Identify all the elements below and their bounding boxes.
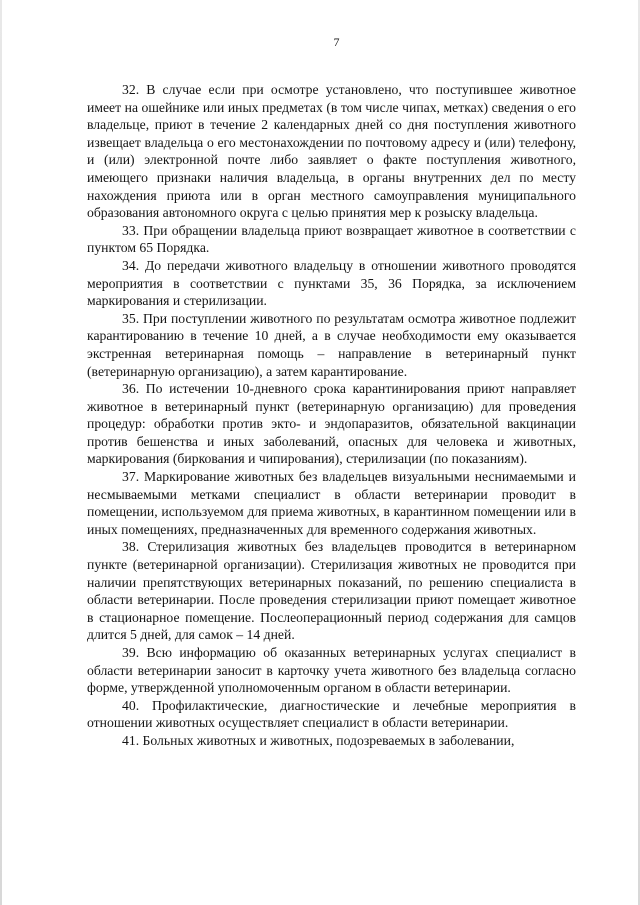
page-number: 7 [333, 35, 340, 49]
paragraph-39: 39. Всю информацию об оказанных ветеринарных услугах специалист в области ветеринарии заносит в карточку учета животного без владельца согласно форме, утвержденной уполномоченным органом в области ветеринарии. [87, 645, 576, 696]
scan-edge-left [0, 0, 2, 905]
paragraph-34: 34. До передачи животного владельцу в отношении животного проводятся мероприятия в соответствии с пунктами 35, 36 Порядка, за исключением маркирования и стерилизации. [87, 257, 576, 309]
paragraph-33: 33. При обращении владельца приют возвращает животное в соответствии с пунктом 65 Порядка. [87, 222, 576, 256]
paragraph-38: 38. Стерилизация животных без владельцев проводится в ветеринарном пункте (ветеринарной организации). Стерилизация животных не проводится при наличии препятствующих ветеринарных показаний, по решению специалиста в области ветеринарии. После проведения стерилизации приют помещает животное в стационарное помещение. Послеоперационный период содержания для самцов длится 5 дней, для самок – 14 дней. [87, 539, 576, 643]
paragraph-32: 32. В случае если при осмотре установлено, что поступившее животное имеет на ошейнике или иных предметах (в том числе чипах, метках) сведения о его владельце, приют в течение 2 календарных дней со дня поступления животного извещает владельца о его местонахождении по почтовому адресу и (или) телефону, и (или) электронной почте либо заявляет о факте поступления животного, имеющего признаки наличия владельца, в органы внутренних дел по месту нахождения приюта или в орган местного самоуправления муниципального образования автономного округа с целью принятия мер к розыску владельца. [87, 82, 576, 221]
document-body [87, 81, 576, 750]
paragraph-40: 40. Профилактические, диагностические и лечебные мероприятия в отношении животных осуществляет специалист в области ветеринарии. [87, 697, 576, 731]
paragraph-35: 35. При поступлении животного по результатам осмотра животное подлежит карантированию в течение 10 дней, а в случае необходимости ему оказывается экстренная ветеринарная помощь – направление в ветеринарный пункт (ветеринарную организацию), а затем карантирование. [87, 310, 576, 379]
paragraph-41: 41. Больных животных и животных, подозреваемых в заболевании, [122, 732, 515, 748]
paragraph-37: 37. Маркирование животных без владельцев визуальными неснимаемыми и несмываемыми метками специалист в области ветеринарии проводит в помещении, используемом для приема животных, в карантинном помещении или в иных помещениях, предназначенных для временного содержания животных. [87, 469, 576, 537]
paragraph-36: 36. По истечении 10-дневного срока карантинирования приют направляет животное в ветеринарный пункт (ветеринарную организацию) для проведения процедур: обработки против экто- и эндопаразитов, обязательной вакцинации против бешенства и иных заболеваний, опасных для человека и животных, маркирования (биркования и чипирования), стерилизации (по показаниям). [87, 381, 576, 467]
